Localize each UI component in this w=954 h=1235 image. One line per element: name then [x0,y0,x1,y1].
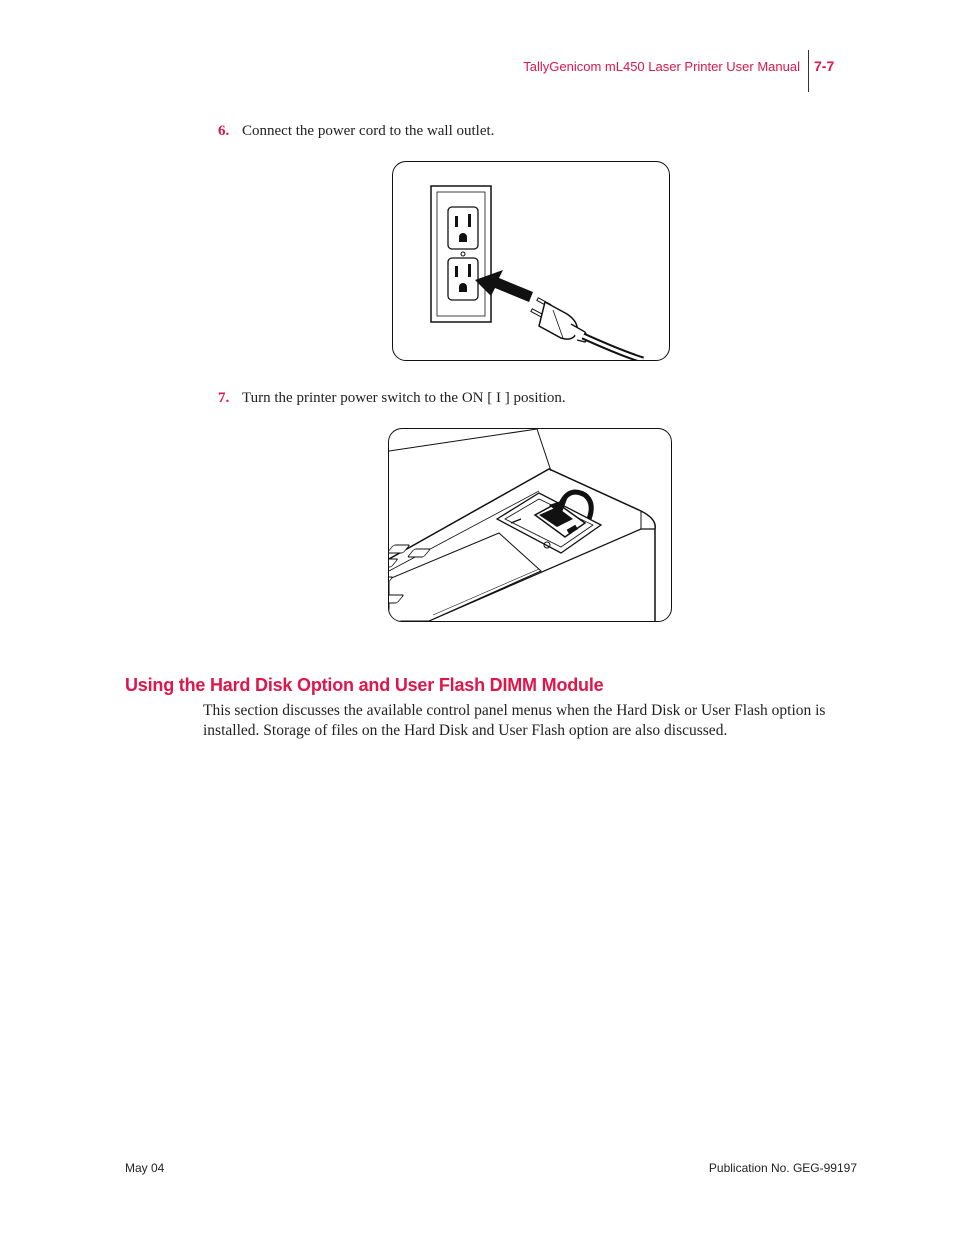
step-number: 7. [218,390,230,406]
step-6 [218,123,494,140]
outlet-plug-illustration [393,162,669,360]
section-heading: Using the Hard Disk Option and User Flash DIMM Module [125,675,604,695]
step-number: 6. [218,123,230,139]
step-text: Turn the printer power switch to the ON [ I ] position. [242,390,566,406]
footer-date: May 04 [125,1161,165,1175]
printer-switch-illustration [389,429,671,621]
section-paragraph: This section discusses the available control panel menus when the Hard Disk or User Flash option is installed. Storage of files on the Hard Disk and User Flash option are also discussed. [203,702,826,739]
step-text: Connect the power cord to the wall outlet. [242,123,495,139]
footer-publication: Publication No. GEG-99197 [708,1161,857,1175]
wall-outlet-figure [392,161,670,361]
page-number: 7-7 [814,58,835,74]
step-7 [218,390,566,407]
power-switch-figure [388,428,672,622]
header-divider [808,50,809,92]
manual-title: TallyGenicom mL450 Laser Printer User Manual [523,59,800,74]
